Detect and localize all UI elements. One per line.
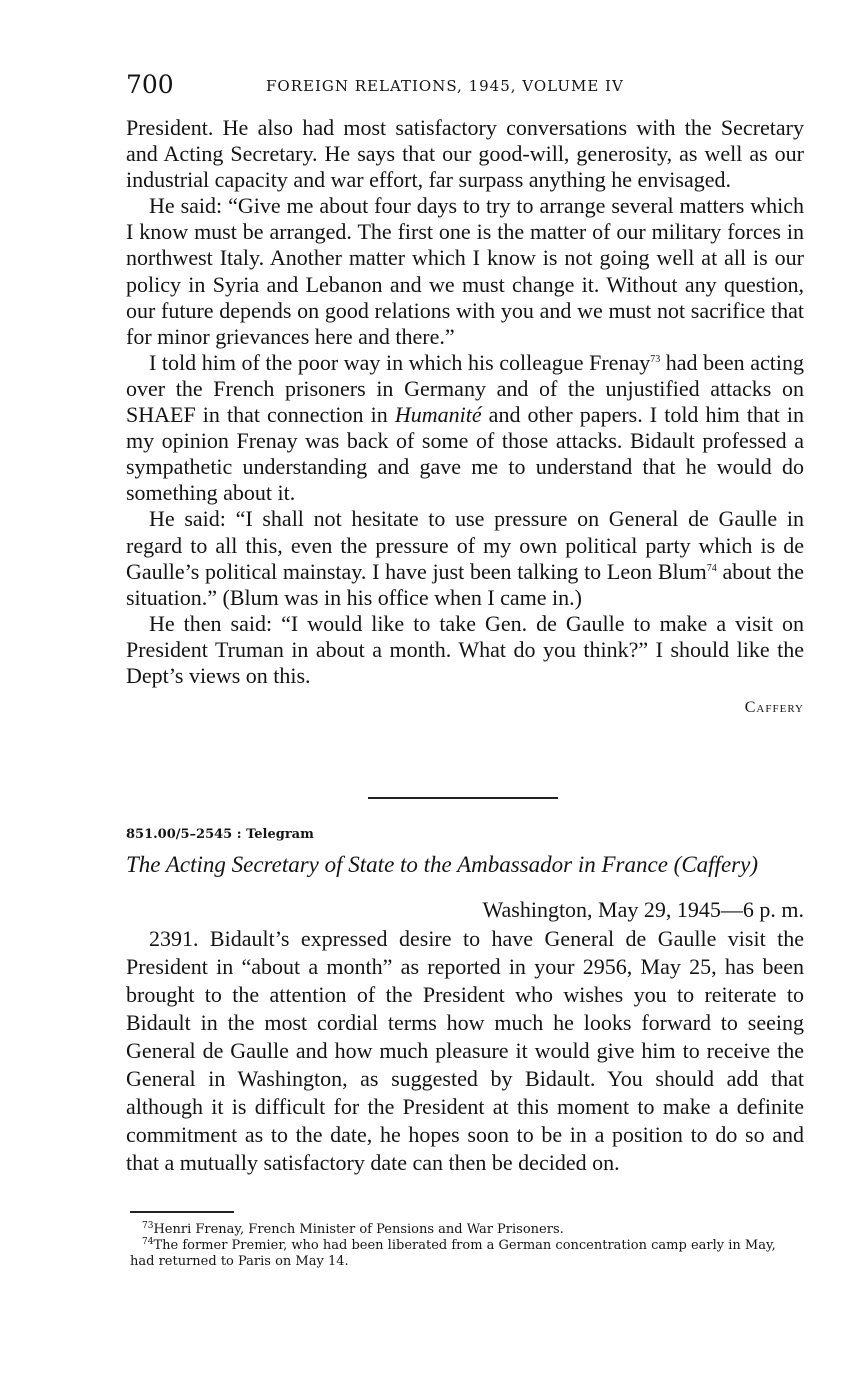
footnote-text: The former Premier, who had been liberated from a German concentration camp early in May, had returned to Paris on May 14. xyxy=(130,1238,776,1269)
paragraph-3-part-b: had been acting over the French prisoners in Germany and of the unjustified attacks on SHAEF in that connection in xyxy=(126,349,804,428)
footnote-ref-74[interactable]: 74 xyxy=(706,562,717,574)
footnote-73 xyxy=(130,1222,804,1238)
page-number: 700 xyxy=(126,70,174,99)
telegram-paragraph: 2391. Bidault’s expressed desire to have General de Gaulle visit the President in “about a month” as reported in your 2956, May 25, has been brought to the attention of the President who wishes you to reiterate to Bidault in the most cordial terms how much he looks forward to seeing General de Gaulle and how much pleasure it would give him to receive the General in Washington, as suggested by Bidault. You should add that although it is difficult for the President at this moment to make a definite commitment as to the date, he hopes soon to be in a position to do so and that a mutually satisfactory date can then be decided on. xyxy=(126,926,804,1175)
letter-continuation xyxy=(126,115,804,721)
paragraph-4-part-b: about the situation.” (Blum was in his office when I came in.) xyxy=(126,558,804,610)
page-header xyxy=(126,70,804,106)
document-title: The Acting Secretary of State to the Ambassador in France (Caffery) xyxy=(126,852,758,877)
paragraph-3-part-c: and other papers. I told him that in my opinion Frenay was back of some of those attacks. Bidault professed a sympathetic understanding and gave me to understand that he would do something about it. xyxy=(126,402,804,506)
paragraph-1: President. He also had most satisfactory conversations with the Secretary and Acting Secretary. He says that our good-will, generosity, as well as our industrial capacity and war effort, far surpass anything he envisaged. xyxy=(126,115,804,193)
footnote-number: 74 xyxy=(142,1237,154,1247)
footnote-74 xyxy=(130,1238,804,1270)
signature: Caffery xyxy=(744,699,804,717)
paragraph-3-part-a: I told him of the poor way in which his colleague Frenay xyxy=(149,349,651,375)
footnotes xyxy=(130,1222,804,1270)
section-divider xyxy=(368,797,558,799)
paragraph-4-part-a: He said: “I shall not hesitate to use pressure on General de Gaulle in regard to all this, even the pressure of my own political party which is de Gaulle’s political mainstay. I have just been talking to Leon Blum xyxy=(126,506,804,584)
telegram-body xyxy=(126,925,804,1177)
footnote-divider xyxy=(130,1211,234,1213)
footnote-number: 73 xyxy=(142,1221,154,1231)
paragraph-2: He said: “Give me about four days to try to arrange several matters which I know must be arranged. The first one is the matter of our military forces in northwest Italy. Another matter which I know is not going well at all is our policy in Syria and Lebanon and we must change it. Without any question, our future depends on good relations with you and we must not sacrifice that for minor grievances here and there.” xyxy=(126,193,804,349)
newspaper-title: Humanité xyxy=(394,402,482,428)
dateline: Washington, May 29, 1945—6 p. m. xyxy=(482,897,804,922)
file-reference: 851.00/5–2545 : Telegram xyxy=(126,827,314,842)
paragraph-3 xyxy=(126,350,804,507)
running-head: FOREIGN RELATIONS, 1945, VOLUME IV xyxy=(266,77,624,95)
paragraph-4 xyxy=(126,506,804,610)
paragraph-5: He then said: “I would like to take Gen. de Gaulle to make a visit on President Truman in about a month. What do you think?” I should like the Dept’s views on this. xyxy=(126,610,804,688)
footnote-ref-73[interactable]: 73 xyxy=(650,353,661,365)
footnote-text: Henri Frenay, French Minister of Pensions and War Prisoners. xyxy=(153,1222,564,1237)
